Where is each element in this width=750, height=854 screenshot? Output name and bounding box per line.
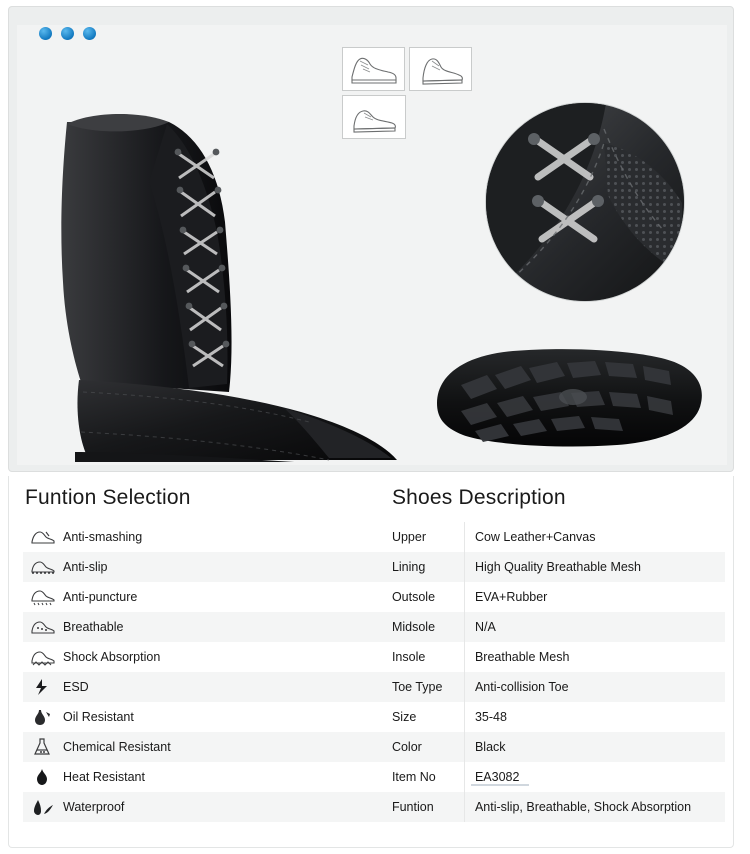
thumb-boot-low[interactable] xyxy=(342,95,406,139)
spec-value: N/A xyxy=(464,612,725,642)
shoes-description-table xyxy=(390,476,733,847)
function-row xyxy=(23,552,390,582)
breathable-icon xyxy=(23,618,63,636)
function-label: Anti-smashing xyxy=(63,530,143,544)
spec-value: Breathable Mesh xyxy=(464,642,725,672)
function-row xyxy=(23,582,390,612)
spec-key: Color xyxy=(391,740,422,754)
spec-value: Black xyxy=(464,732,725,762)
table-row xyxy=(390,672,725,702)
thumb-boot-side[interactable] xyxy=(342,47,405,91)
table-row xyxy=(390,732,725,762)
function-label: ESD xyxy=(63,680,89,694)
function-label: Waterproof xyxy=(63,800,125,814)
thumbnail-strip xyxy=(342,47,472,143)
hero-panel xyxy=(8,6,734,472)
spec-value: EVA+Rubber xyxy=(464,582,725,612)
shock-absorption-icon xyxy=(23,648,63,666)
dot-3[interactable] xyxy=(83,27,96,40)
function-row xyxy=(23,612,390,642)
spec-key: Funtion xyxy=(391,800,434,814)
function-label: Heat Resistant xyxy=(63,770,145,784)
table-row xyxy=(390,762,725,792)
anti-smashing-icon xyxy=(23,528,63,546)
table-row xyxy=(390,612,725,642)
anti-puncture-icon xyxy=(23,588,63,606)
heat-resistant-icon xyxy=(23,768,63,786)
spec-key: Lining xyxy=(391,560,426,574)
function-row xyxy=(23,672,390,702)
spec-tables xyxy=(8,476,734,848)
function-row xyxy=(23,702,390,732)
chemical-resistant-icon xyxy=(23,738,63,756)
table-row xyxy=(390,792,725,822)
spec-key: Item No xyxy=(391,770,436,784)
spec-key: Size xyxy=(391,710,417,724)
waterproof-icon xyxy=(23,798,63,816)
function-label: Chemical Resistant xyxy=(63,740,171,754)
function-row xyxy=(23,522,390,552)
spec-value: Anti-slip, Breathable, Shock Absorption xyxy=(464,792,725,822)
esd-icon xyxy=(23,678,63,696)
spec-key: Toe Type xyxy=(391,680,443,694)
spec-key: Outsole xyxy=(391,590,436,604)
spec-key: Insole xyxy=(391,650,426,664)
dot-2[interactable] xyxy=(61,27,74,40)
detail-closeup-image[interactable] xyxy=(485,102,685,302)
function-selection-title: Funtion Selection xyxy=(25,486,191,509)
outsole-image[interactable] xyxy=(421,337,711,457)
main-product-image[interactable] xyxy=(29,92,429,462)
table-row xyxy=(390,522,725,552)
function-row xyxy=(23,732,390,762)
oil-resistant-icon xyxy=(23,708,63,726)
color-dots xyxy=(39,27,96,40)
spec-key: Upper xyxy=(391,530,426,544)
function-row xyxy=(23,762,390,792)
spec-value: EA3082 xyxy=(464,762,725,792)
spec-value: Anti-collision Toe xyxy=(464,672,725,702)
anti-slip-icon xyxy=(23,558,63,576)
function-label: Shock Absorption xyxy=(63,650,161,664)
spec-value: High Quality Breathable Mesh xyxy=(464,552,725,582)
function-label: Breathable xyxy=(63,620,124,634)
function-label: Anti-slip xyxy=(63,560,108,574)
table-row xyxy=(390,582,725,612)
dot-1[interactable] xyxy=(39,27,52,40)
function-label: Anti-puncture xyxy=(63,590,138,604)
function-row xyxy=(23,642,390,672)
table-row xyxy=(390,702,725,732)
shoes-description-title: Shoes Description xyxy=(391,486,566,509)
spec-value: Cow Leather+Canvas xyxy=(464,522,725,552)
table-row xyxy=(390,552,725,582)
spec-key: Midsole xyxy=(391,620,436,634)
function-selection-table xyxy=(9,476,390,847)
function-label: Oil Resistant xyxy=(63,710,134,724)
function-row xyxy=(23,792,390,822)
spec-value: 35-48 xyxy=(464,702,725,732)
table-row xyxy=(390,642,725,672)
thumb-boot-angle[interactable] xyxy=(409,47,472,91)
